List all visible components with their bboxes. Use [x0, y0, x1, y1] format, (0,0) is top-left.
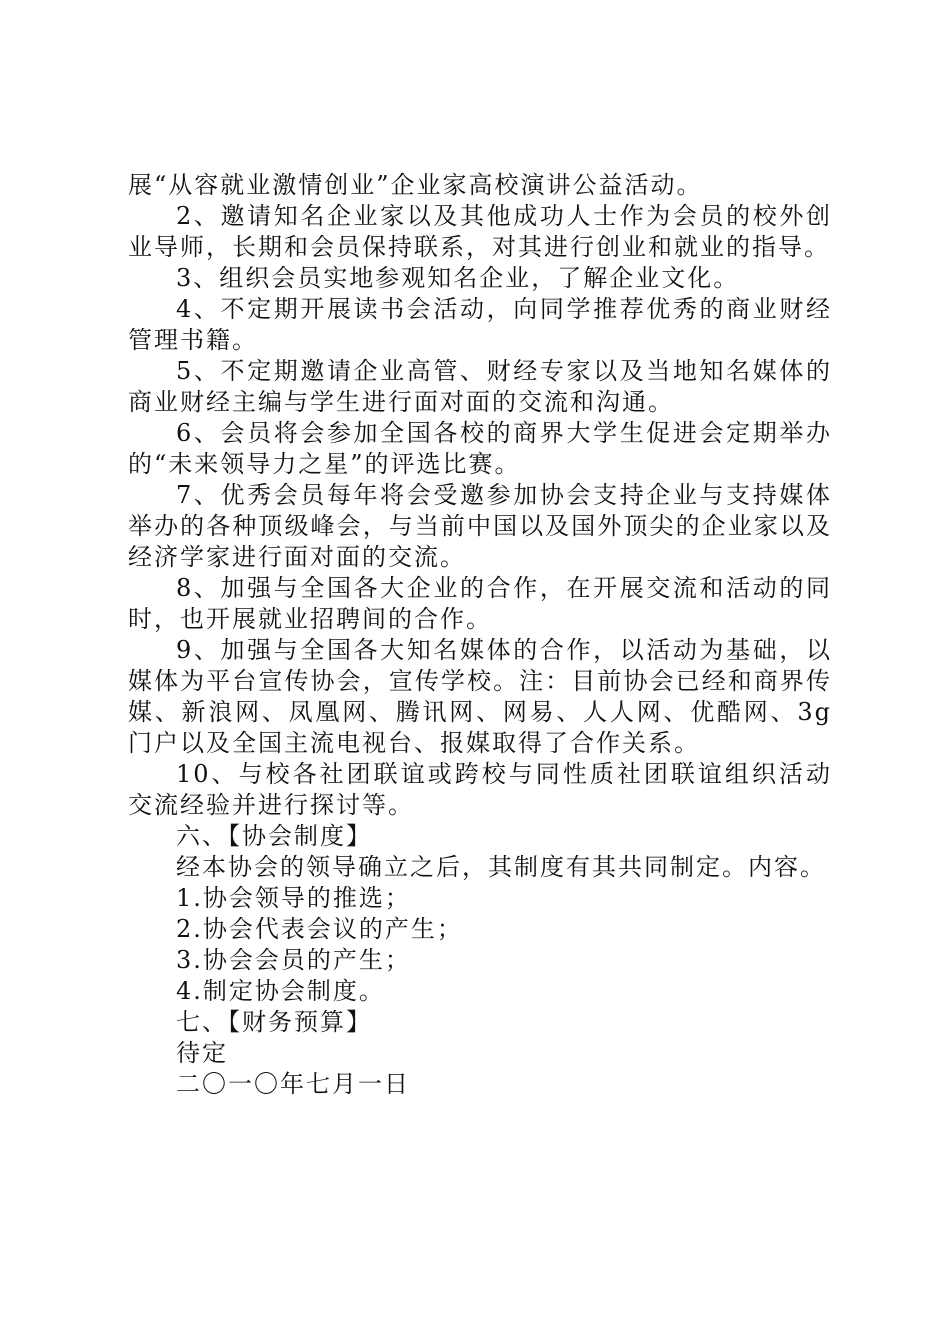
document-body: [128, 170, 832, 1100]
paragraph-item-5: 5、不定期邀请企业高管、财经专家以及当地知名媒体的商业财经主编与学生进行面对面的交流和沟通。: [128, 357, 832, 416]
rules-item-1: 1.协会领导的推选；: [176, 884, 411, 912]
rules-item-2: 2.协会代表会议的产生；: [176, 915, 463, 943]
rules-item-3: 3.协会会员的产生；: [176, 946, 411, 974]
paragraph-item-3: 3、组织会员实地参观知名企业，了解企业文化。: [176, 264, 740, 292]
section-heading-budget: 七、【财务预算】: [176, 1008, 372, 1036]
paragraph-item-4: 4、不定期开展读书会活动，向同学推荐优秀的商业财经管理书籍。: [128, 295, 832, 354]
rules-item-4: 4.制定协会制度。: [176, 977, 385, 1005]
paragraph-rules-intro: 经本协会的领导确立之后，其制度有其共同制定。内容。: [176, 853, 826, 881]
paragraph-item-6: 6、会员将会参加全国各校的商界大学生促进会定期举办的“未来领导力之星”的评选比赛。: [128, 419, 832, 478]
document-date: 二〇一〇年七月一日: [176, 1070, 410, 1098]
paragraph-item-7: 7、优秀会员每年将会受邀参加协会支持企业与支持媒体举办的各种顶级峰会，与当前中国以及国外顶尖的企业家以及经济学家进行面对面的交流。: [128, 481, 832, 571]
paragraph-item-10: 10、与校各社团联谊或跨校与同性质社团联谊组织活动交流经验并进行探讨等。: [128, 760, 832, 819]
budget-status: 待定: [176, 1039, 228, 1067]
paragraph-item-9: 9、加强与全国各大知名媒体的合作，以活动为基础，以媒体为平台宣传协会，宣传学校。注：目前协会已经和商界传媒、新浪网、凤凰网、腾讯网、网易、人人网、优酷网、3g门户以及全国主流电视台、报媒取得了合作关系。: [128, 636, 832, 757]
section-heading-rules: 六、【协会制度】: [176, 822, 372, 850]
paragraph-item-8: 8、加强与全国各大企业的合作，在开展交流和活动的同时，也开展就业招聘间的合作。: [128, 574, 832, 633]
paragraph-continuation: 展“从容就业激情创业”企业家高校演讲公益活动。: [128, 171, 703, 199]
paragraph-item-2: 2、邀请知名企业家以及其他成功人士作为会员的校外创业导师，长期和会员保持联系，对其进行创业和就业的指导。: [128, 202, 832, 261]
